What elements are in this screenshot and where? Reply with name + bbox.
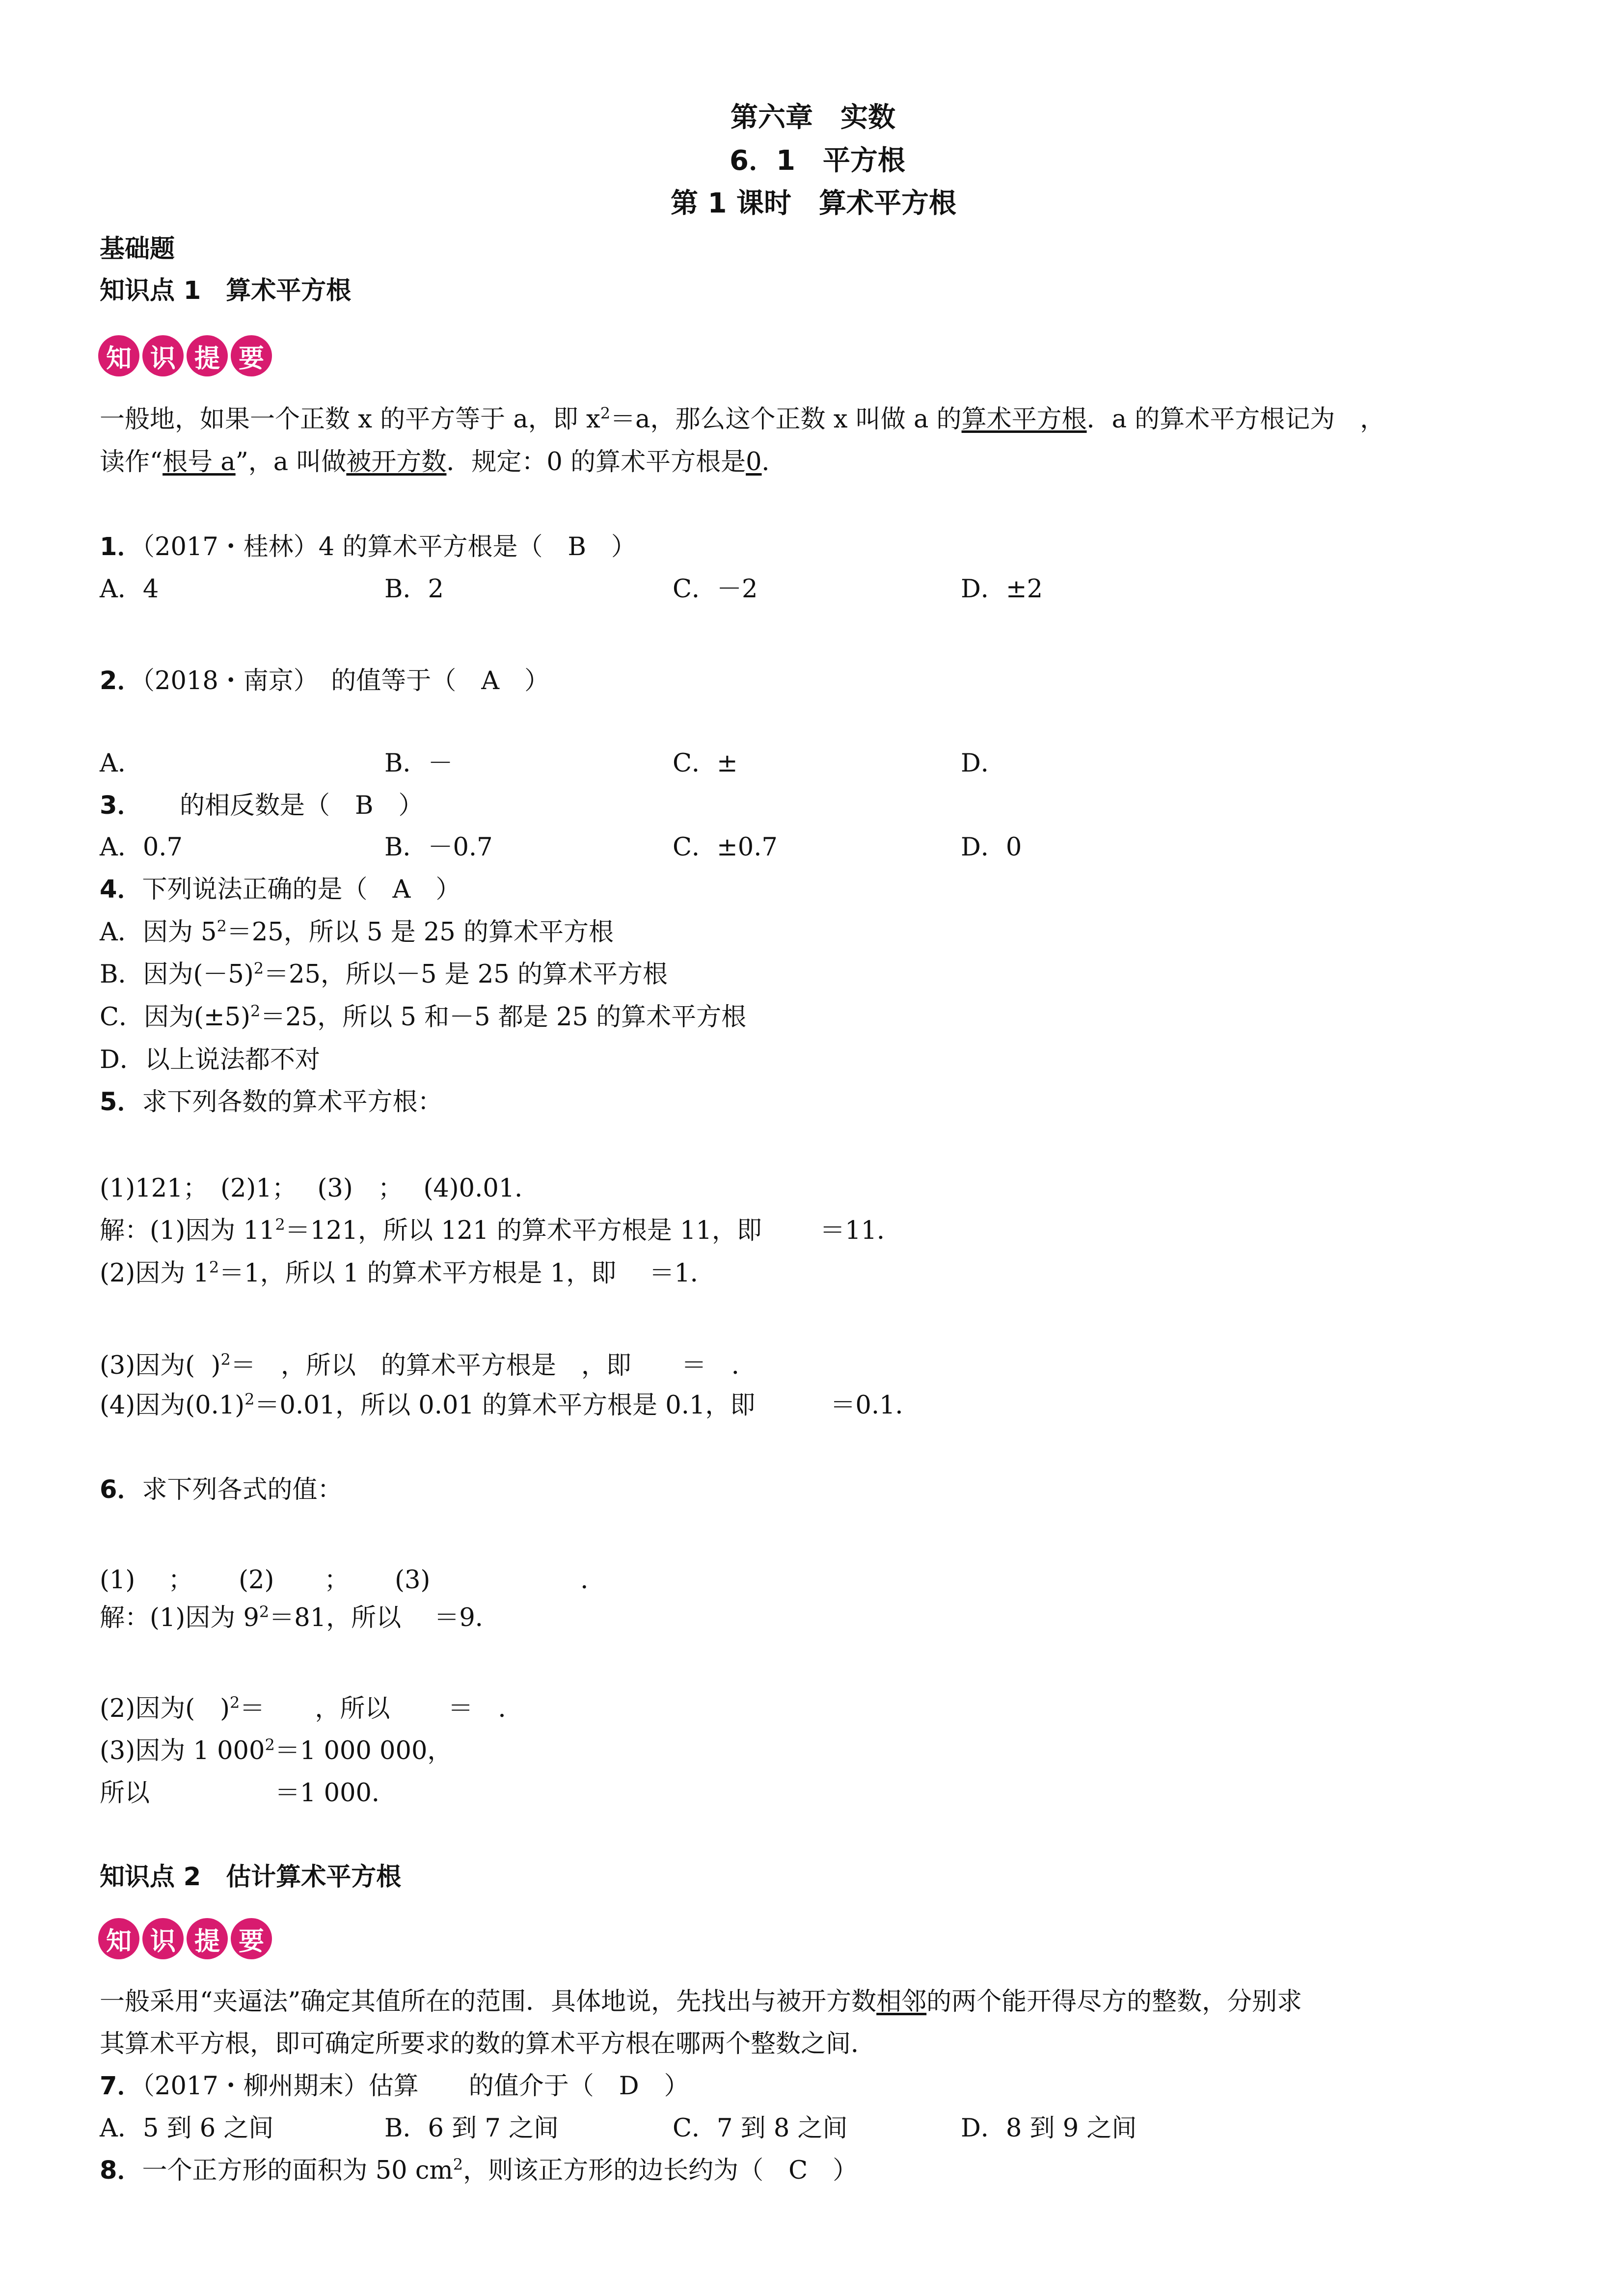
q1-option-d: D．±2 [961,575,1043,604]
knowledge-tips-badge-1 [98,335,272,376]
badge-char: 要 [231,1918,272,1959]
q7-option-c: C．7 到 8 之间 [673,2114,848,2143]
badge-char: 知 [98,1918,139,1959]
section-title: 6．1 平方根 [730,145,905,177]
kp2-text-line-1: 一般采用“夹逼法”确定其值所在的范围．具体地说，先找出与被开方数相邻的两个能开得尽方的整数，分别求 [100,1987,1302,2016]
q4-option-a: A．因为 $5^2=25$，所以 5 是 25 的算术平方根 [100,917,614,947]
question-8: 8．一个正方形的面积为 50 $cm^2$，则该正方形的边长约为（ C ） [100,2155,858,2185]
badge-char: 要 [231,335,272,376]
q7-option-d: D．8 到 9 之间 [961,2114,1137,2143]
q4-option-b: B．因为$(-5)^2=25$，所以－5 是 25 的算术平方根 [100,959,668,989]
knowledge-tips-badge-2 [98,1918,272,1959]
q3-option-d: D．0 [961,833,1022,862]
kp1-text-line-2: 读作“根号 a”，a 叫做被开方数．规定：0 的算术平方根是0． [100,448,787,477]
q6-items: (1) ； (2) ； (3) ． [100,1566,606,1595]
q6-solution-2: (2)因为( )$^2$＝ ，所以 ＝ ． [100,1693,523,1723]
basic-label: 基础题 [100,235,175,264]
q5-solution-2: (2)因为 $1^2=1$，所以 1 的算术平方根是 1，即 ＝1． [100,1258,715,1288]
q3-option-b: B．－0.7 [384,833,493,862]
q2-option-d: D． [961,749,1006,778]
badge-char: 识 [142,1918,184,1959]
q5-solution-3: (3)因为( )$^2$＝ ，所以 的算术平方根是 ，即 ＝ ． [100,1350,757,1380]
question-6: 6．求下列各式的值： [100,1475,343,1504]
q2-option-c: C．± [673,749,738,778]
q4-option-c: C．因为$(\pm 5)^2=25$，所以 5 和－5 都是 25 的算术平方根 [100,1002,747,1032]
kp1-text-line-1: 一般地，如果一个正数 x 的平方等于 a，即 $x^2=a$，那么这个正数 x 叫做 a 的算术平方根．a 的算术平方根记为 ， [100,404,1385,434]
q4-option-d: D．以上说法都不对 [100,1045,320,1074]
question-1: 1．（2017・桂林）4 的算术平方根是（ B ） [100,533,636,561]
q7-option-a: A．5 到 6 之间 [100,2114,274,2143]
badge-char: 提 [187,335,228,376]
q6-solution-3-cont: 所以 ＝1 000． [100,1779,397,1808]
question-2: 2．（2018・南京） 的值等于（ A ） [100,667,550,695]
q5-items: (1)121； (2)1； (3) ； (4)0.01． [100,1174,540,1203]
question-3: 3． 的相反数是（ B ） [100,791,424,820]
q5-solution-4: (4)因为$(0.1)^2=0.01$，所以 0.01 的算术平方根是 0.1，即 ＝0.1． [100,1390,920,1420]
badge-char: 知 [98,335,139,376]
chapter-title: 第六章 实数 [731,102,895,133]
q3-option-c: C．±0.7 [673,833,778,862]
q6-solution-3: (3)因为 1 $000^2=1$ 000 000， [100,1735,453,1765]
kp2-text-line-2: 其算术平方根，即可确定所要求的数的算术平方根在哪两个整数之间． [100,2029,876,2058]
q2-option-b: B．－ [384,749,453,778]
q2-option-a: A． [100,749,143,778]
knowledge-point-2-title: 知识点 2 估计算术平方根 [100,1863,402,1892]
badge-char: 识 [142,335,184,376]
q1-option-a: A．4 [100,575,159,604]
q1-option-b: B．2 [384,575,444,604]
knowledge-point-1-title: 知识点 1 算术平方根 [100,276,352,305]
q3-option-a: A．0.7 [100,833,183,862]
q5-solution-1: 解：(1)因为 $11^2=121$，所以 121 的算术平方根是 11，即 ＝11． [100,1215,902,1245]
q7-option-b: B．6 到 7 之间 [384,2114,559,2143]
lesson-title: 第 1 课时 算术平方根 [671,187,956,219]
q1-option-c: C．－2 [673,575,758,604]
question-7: 7．（2017・柳州期末）估算 的值介于（ D ） [100,2072,689,2101]
q6-solution-1: 解：(1)因为 $9^2=81$，所以 ＝9． [100,1602,500,1632]
question-5: 5．求下列各数的算术平方根： [100,1088,443,1117]
badge-char: 提 [187,1918,228,1959]
question-4: 4．下列说法正确的是（ A ） [100,875,461,904]
